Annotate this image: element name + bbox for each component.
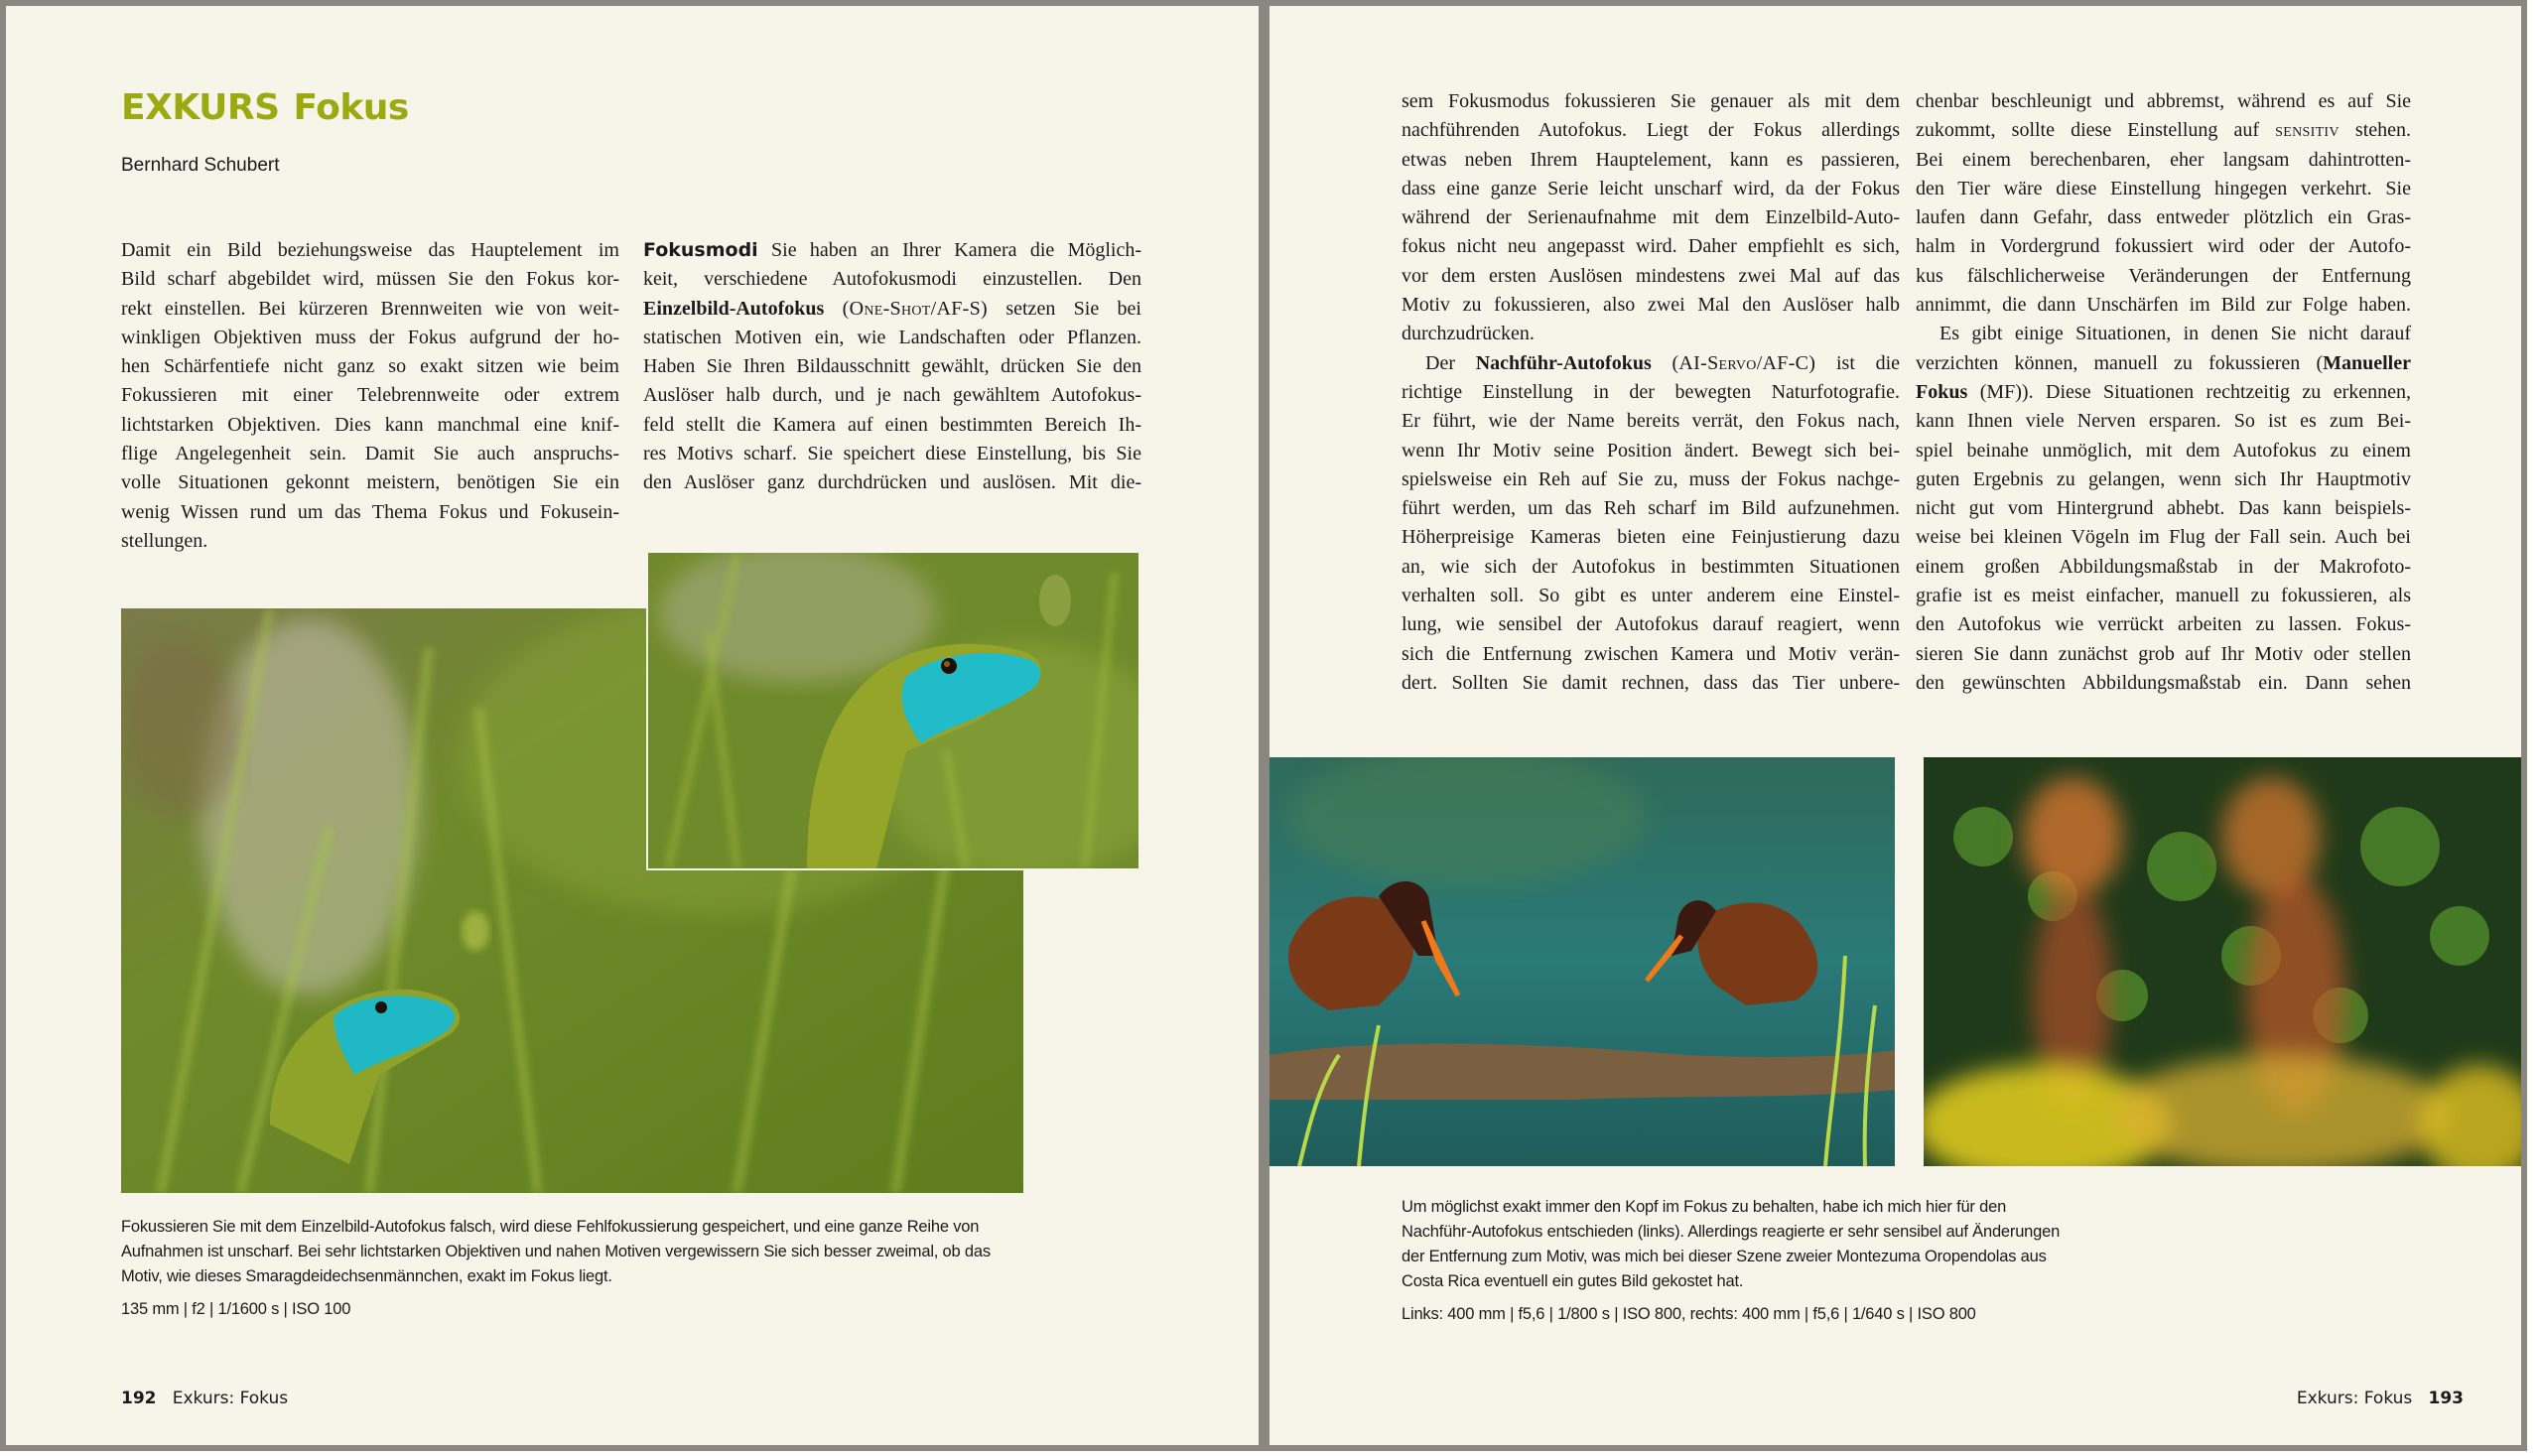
text-line: feld stellt die Kamera auf einen bestimmten Bereich Ih- [643,413,1141,436]
text-line: Damit ein Bild beziehungsweise das Hauptelement im [121,239,619,261]
text-line: Einzelbild-Autofokus (One-Shot/AF-S) setzen Sie bei [643,297,1141,320]
text-line: Bild scharf abgebildet wird, müssen Sie den Fokus kor- [121,268,619,291]
folio-right [2297,1389,2464,1408]
term-fokus: Fokus [1916,380,1968,403]
author-name: Bernhard Schubert [121,155,280,176]
caption-text: Fokussieren Sie mit dem Einzelbild-Autofokus falsch, wird diese Fehlfokussierung gespeichert, und eine ganze Reihe von Aufnahmen ist unscharf. Bei sehr lichtstarken Objektiven und nahen Motiven vergewissern Sie sich besser zweimal, ob das Motiv, wie dieses Smaragdeidechsenmännchen, exakt im Fokus liegt. [121,1218,991,1285]
mode-label: (AI-Servo/AF-C) [1672,351,1816,374]
text-line: keit, verschiedene Autofokusmodi einzustellen. Den [643,268,1141,291]
text-line: richtige Einstellung in der bewegten Naturfotografie. [1402,380,1900,403]
text-line: kann Ihnen viele Nerven ersparen. So ist es zum Bei- [1916,410,2411,433]
mode-label: (One-Shot/AF-S) [842,297,988,320]
text-line: Er führt, wie der Name bereits verrät, den Fokus nach, [1402,410,1900,433]
body-column-3 [1402,87,1900,698]
text-line: Motiv zu fokussieren, also zwei Mal den Auslöser halb [1402,294,1900,317]
text-line: Haben Sie Ihren Bildausschnitt gewählt, drücken Sie den [643,355,1141,378]
folio-left [121,1389,288,1408]
photo-caption-left [121,1215,995,1322]
text-line: spiel beinahe unmöglich, mit dem Autofokus zu einem [1916,439,2411,462]
text-line: nicht gut vom Hintergrund abhebt. Das kann beispiels- [1916,497,2411,520]
text-line: hen Schärfentiefe nicht ganz so exakt sitzen wie beim [121,355,619,378]
text-line: rekt einstellen. Bei kürzeren Brennweiten wie von weit- [121,297,619,320]
text-line: verzichten können, manuell zu fokussieren (Manueller [1916,351,2411,374]
text-line: etwas neben Ihrem Hauptelement, kann es passieren, [1402,148,1900,171]
text-line: den Auslöser ganz durchdrücken und auslösen. Mit die- [643,471,1141,494]
text-line: verhalten soll. So gibt es unter anderem eine Einstel- [1402,585,1900,607]
text-line: wenn Ihr Motiv seine Position ändert. Bewegt sich bei- [1402,439,1900,462]
oropendolas-blurred-image [1924,757,2521,1166]
left-page [6,6,1259,1445]
text-line: statischen Motiven ein, wie Landschaften oder Pflanzen. [643,326,1141,348]
text-line: grafie ist es meist einfacher, manuell zu fokussieren, als [1916,585,2411,607]
text-line: Der Nachführ-Autofokus (AI-Servo/AF-C) ist die [1425,351,1901,374]
text-line: annimmt, die dann Unschärfen im Bild zur Folge haben. [1916,294,2411,317]
text-line: flige Angelegenheit sein. Damit Sie auch anspruchs- [121,443,619,465]
text-line: den gewünschten Abbildungsmaßstab ein. Dann sehen [1916,671,2411,694]
text-line: volle Situationen gekonnt meistern, benötigen Sie ein [121,471,619,494]
text-line: winkligen Objektiven muss der Fokus aufgrund der ho- [121,326,619,348]
term-nachfuehr-autofokus: Nachführ-Autofokus [1475,351,1652,374]
title-prefix: EXKURS [121,87,280,128]
text-line: laufen dann Gefahr, dass entweder plötzlich ein Gras- [1916,206,2411,229]
text-line: an, wie sich der Autofokus in bestimmten Situationen [1402,555,1900,578]
body-column-2 [643,236,1141,498]
text-line: Bei einem berechenbaren, eher langsam dahintrotten- [1916,148,2411,171]
running-head: Exkurs: Fokus [2296,1389,2413,1408]
photo-oropendolas-blurred [1924,757,2521,1166]
text-line: wenig Wissen rund um das Thema Fokus und Fokusein- [121,500,619,523]
page-number: 193 [2428,1389,2464,1408]
text-line: den Tier wäre diese Einstellung hingegen verkehrt. Sie [1916,177,2411,199]
text-line: nachführenden Autofokus. Liegt der Fokus allerdings [1402,119,1900,142]
oropendolas-sharp-image [1270,757,1895,1166]
text-line: sem Fokusmodus fokussieren Sie genauer als mit dem [1402,90,1900,112]
text-line: dert. Sollten Sie damit rechnen, dass das Tier unbere- [1402,671,1900,694]
setting-label: sensitiv [2275,119,2340,142]
text-line: Auslöser halb durch, und je nach gewähltem Autofokus- [643,384,1141,407]
caption-text: Um möglichst exakt immer den Kopf im Fokus zu behalten, habe ich mich hier für den Nachführ-Autofokus entschieden (links). Allerdings reagierte er sehr sensibel auf Änderungen der Entfernung zum Motiv, was mich bei dieser Szene zweier Montezuma Oropendolas aus Costa Rica eventuell ein gutes Bild gekostet hat. [1402,1198,2061,1290]
right-page [1270,6,2521,1445]
page-number: 192 [121,1389,157,1408]
body-column-1 [121,236,619,556]
text-line: sieren Sie dann zunächst grob auf Ihr Motiv oder stellen [1916,642,2411,665]
text-line: zukommt, sollte diese Einstellung auf sensitiv stehen. [1916,119,2411,142]
text-line: res Motivs scharf. Sie speichert diese Einstellung, bis Sie [643,443,1141,465]
lizard-closeup-image [648,553,1138,868]
chapter-title [121,87,409,128]
text-line: weise bei kleinen Vögeln im Flug der Fall sein. Auch bei [1916,526,2411,549]
caption-exif: Links: 400 mm | f5,6 | 1/800 s | ISO 800, rechts: 400 mm | f5,6 | 1/640 s | ISO 800 [1402,1305,1976,1323]
text-line: lichtstarken Objektiven. Dies kann manchmal eine knif- [121,413,619,436]
text-line: sich die Entfernung zwischen Kamera und Motiv verän- [1402,642,1900,665]
text-line: führt werden, um das Reh scharf im Bild aufzunehmen. [1402,497,1900,520]
text-line: Fokus (MF)). Diese Situationen rechtzeitig zu erkennen, [1916,380,2412,403]
title-topic: Fokus [293,87,409,128]
text-line: Fokussieren mit einer Telebrennweite oder extrem [121,384,619,407]
text-line: einem großen Abbildungsmaßstab in der Makrofoto- [1916,555,2411,578]
photo-caption-right [1402,1195,2076,1327]
text-line: dass eine ganze Serie leicht unscharf wird, da der Fokus [1402,177,1900,199]
text-line: chenbar beschleunigt und abbremst, während es auf Sie [1916,90,2411,112]
text-line: spielsweise ein Reh auf Sie zu, muss der Fokus nachge- [1402,467,1900,490]
text-line: Fokusmodi Sie haben an Ihrer Kamera die Möglich- [643,239,1142,261]
text-line: Höherpreisige Kameras bieten eine Feinjustierung dazu [1402,526,1900,549]
term-einzelbild-autofokus: Einzelbild-Autofokus [643,297,825,320]
photo-oropendolas-sharp [1270,757,1895,1166]
run-in-heading: Fokusmodi [643,239,758,261]
text-line: halm in Vordergrund fokussiert wird oder der Autofo- [1916,235,2411,258]
text-line: während der Serienaufnahme mit dem Einzelbild-Auto- [1402,206,1900,229]
text-line: kus fälschlicherweise Veränderungen der Entfernung [1916,264,2411,287]
text-line: durchzudrücken. [1402,323,1535,345]
caption-exif: 135 mm | f2 | 1/1600 s | ISO 100 [121,1300,351,1318]
text-line: lung, wie sensibel der Autofokus darauf reagiert, wenn [1402,613,1900,636]
running-head: Exkurs: Fokus [172,1389,289,1408]
text-line: stellungen. [121,529,208,552]
photo-lizard-inset [646,551,1140,870]
text-line: den Autofokus wie verrückt arbeiten zu lassen. Fokus- [1916,613,2411,636]
term-manueller: Manueller [2323,351,2411,374]
body-column-4 [1916,87,2411,698]
text-line: vor dem ersten Auslösen mindestens zwei Mal auf das [1402,264,1900,287]
text-line: Es gibt einige Situationen, in denen Sie nicht darauf [1939,323,2411,345]
text-line: fokus nicht neu angepasst wird. Daher empfiehlt es sich, [1402,235,1900,258]
text-line: guten Ergebnis zu gelangen, wenn sich Ihr Hauptmotiv [1916,467,2411,490]
